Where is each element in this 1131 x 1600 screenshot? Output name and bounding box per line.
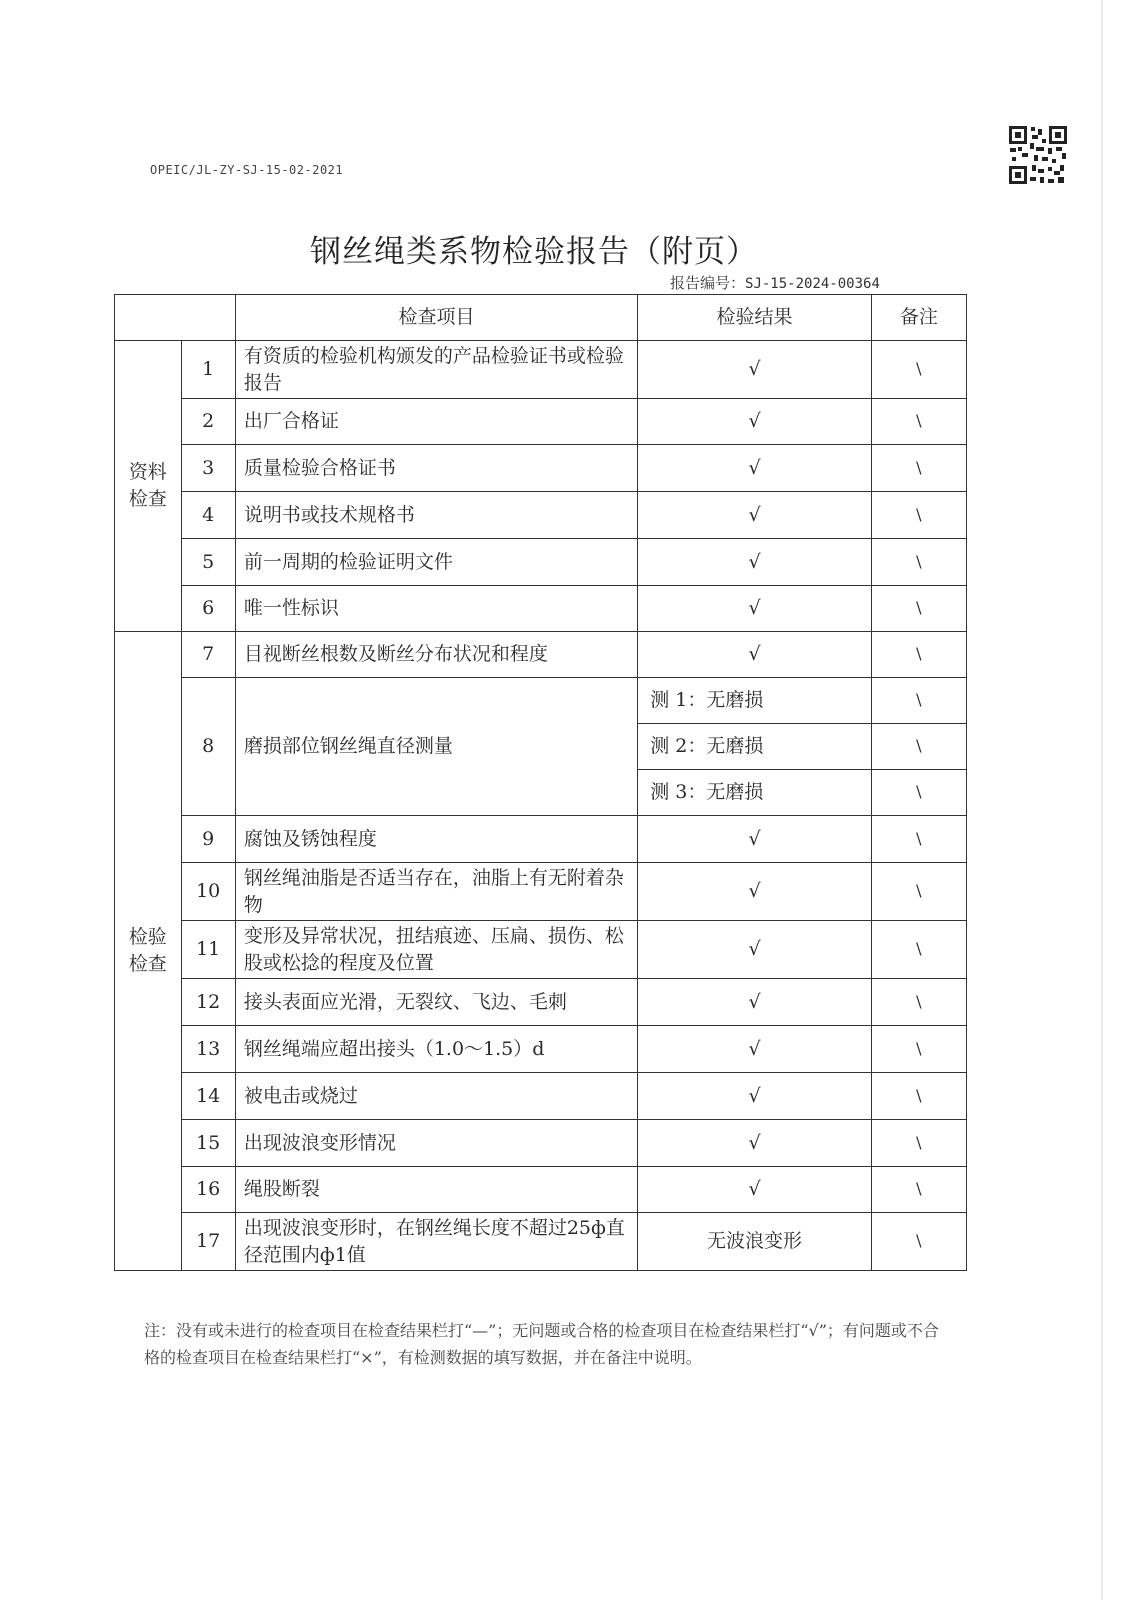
table-row	[115, 539, 967, 586]
table-row	[115, 399, 967, 445]
row-remark: \	[871, 921, 966, 979]
measure-result: 测 2：无磨损	[638, 724, 871, 770]
row-number: 4	[181, 492, 235, 539]
table-row	[115, 445, 967, 492]
row-remark: \	[871, 863, 966, 921]
row-result: √	[638, 1073, 871, 1120]
table-row	[115, 1213, 967, 1271]
row-number: 17	[181, 1213, 235, 1271]
row-number: 15	[181, 1120, 235, 1167]
row-result: √	[638, 399, 871, 445]
table-row	[115, 678, 967, 724]
row-item: 有资质的检验机构颁发的产品检验证书或检验报告	[235, 341, 637, 399]
row-remark: \	[871, 1167, 966, 1213]
report-number-value: SJ-15-2024-00364	[745, 276, 880, 292]
table-row	[115, 816, 967, 863]
row-item: 磨损部位钢丝绳直径测量	[235, 678, 637, 816]
table-row	[115, 586, 967, 632]
row-item: 被电击或烧过	[235, 1073, 637, 1120]
row-result: √	[638, 1167, 871, 1213]
row-number: 12	[181, 979, 235, 1026]
table-row	[115, 1120, 967, 1167]
row-item: 目视断丝根数及断丝分布状况和程度	[235, 632, 637, 678]
header-item: 检查项目	[235, 295, 637, 341]
measure-remark: \	[871, 678, 966, 724]
row-result: √	[638, 979, 871, 1026]
group-label-doc-check-text: 资料检查	[128, 461, 167, 510]
row-result: √	[638, 863, 871, 921]
group-label-inspection-check-text: 检验检查	[128, 926, 167, 975]
row-item: 绳股断裂	[235, 1167, 637, 1213]
row-result: 无波浪变形	[638, 1213, 871, 1271]
measure-result: 测 3：无磨损	[638, 770, 871, 816]
row-item: 钢丝绳油脂是否适当存在，油脂上有无附着杂物	[235, 863, 637, 921]
row-number: 11	[181, 921, 235, 979]
row-item: 钢丝绳端应超出接头（1.0～1.5）d	[235, 1026, 637, 1073]
row-number: 3	[181, 445, 235, 492]
page-edge-line	[1101, 0, 1103, 1600]
row-remark: \	[871, 1213, 966, 1271]
row-item: 质量检验合格证书	[235, 445, 637, 492]
qr-code	[1008, 125, 1068, 185]
row-result: √	[638, 539, 871, 586]
row-number: 10	[181, 863, 235, 921]
table-row	[115, 863, 967, 921]
row-item: 前一周期的检验证明文件	[235, 539, 637, 586]
row-result: √	[638, 1026, 871, 1073]
row-number: 1	[181, 341, 235, 399]
report-number-label: 报告编号：	[670, 274, 746, 292]
row-remark: \	[871, 492, 966, 539]
row-item: 说明书或技术规格书	[235, 492, 637, 539]
row-remark: \	[871, 539, 966, 586]
row-item: 出厂合格证	[235, 399, 637, 445]
measure-result: 测 1：无磨损	[638, 678, 871, 724]
row-remark: \	[871, 979, 966, 1026]
row-number: 9	[181, 816, 235, 863]
group-label-inspection-check	[115, 632, 182, 1271]
table-row	[115, 921, 967, 979]
table-row	[115, 1073, 967, 1120]
header-result: 检验结果	[638, 295, 871, 341]
report-number	[670, 272, 880, 293]
row-remark: \	[871, 586, 966, 632]
measure-remark: \	[871, 770, 966, 816]
row-item: 出现波浪变形时，在钢丝绳长度不超过25ф直径范围内ф1值	[235, 1213, 637, 1271]
row-result: √	[638, 586, 871, 632]
table-row	[115, 632, 967, 678]
row-number: 14	[181, 1073, 235, 1120]
row-item: 出现波浪变形情况	[235, 1120, 637, 1167]
report-title: 钢丝绳类系物检验报告（附页）	[310, 234, 758, 270]
row-number: 7	[181, 632, 235, 678]
row-number: 16	[181, 1167, 235, 1213]
inspection-table	[114, 294, 967, 1271]
row-remark: \	[871, 1026, 966, 1073]
document-code: OPEIC/JL-ZY-SJ-15-02-2021	[150, 163, 344, 177]
row-item: 唯一性标识	[235, 586, 637, 632]
row-remark: \	[871, 399, 966, 445]
row-result: √	[638, 445, 871, 492]
row-number: 2	[181, 399, 235, 445]
row-result: √	[638, 1120, 871, 1167]
row-remark: \	[871, 816, 966, 863]
row-result: √	[638, 921, 871, 979]
row-result: √	[638, 816, 871, 863]
table-row	[115, 979, 967, 1026]
measure-remark: \	[871, 724, 966, 770]
row-item: 接头表面应光滑，无裂纹、飞边、毛刺	[235, 979, 637, 1026]
row-remark: \	[871, 1120, 966, 1167]
row-number: 5	[181, 539, 235, 586]
row-result: √	[638, 492, 871, 539]
footnote: 注：没有或未进行的检查项目在检查结果栏打“—”；无问题或合格的检查项目在检查结果栏打“√”；有问题或不合格的检查项目在检查结果栏打“×”，有检测数据的填写数据，并在备注中说明。	[144, 1321, 939, 1367]
row-remark: \	[871, 341, 966, 399]
table-row	[115, 1026, 967, 1073]
header-blank-cell	[115, 295, 236, 341]
header-remark: 备注	[871, 295, 966, 341]
table-header-row	[115, 295, 967, 341]
row-remark: \	[871, 632, 966, 678]
table-row	[115, 341, 967, 399]
group-label-doc-check	[115, 341, 182, 632]
row-result: √	[638, 341, 871, 399]
table-row	[115, 1167, 967, 1213]
row-remark: \	[871, 1073, 966, 1120]
row-number: 6	[181, 586, 235, 632]
row-item: 腐蚀及锈蚀程度	[235, 816, 637, 863]
row-result: √	[638, 632, 871, 678]
table-row	[115, 492, 967, 539]
row-number: 8	[181, 678, 235, 816]
row-remark: \	[871, 445, 966, 492]
row-number: 13	[181, 1026, 235, 1073]
row-item: 变形及异常状况，扭结痕迹、压扁、损伤、松股或松捻的程度及位置	[235, 921, 637, 979]
